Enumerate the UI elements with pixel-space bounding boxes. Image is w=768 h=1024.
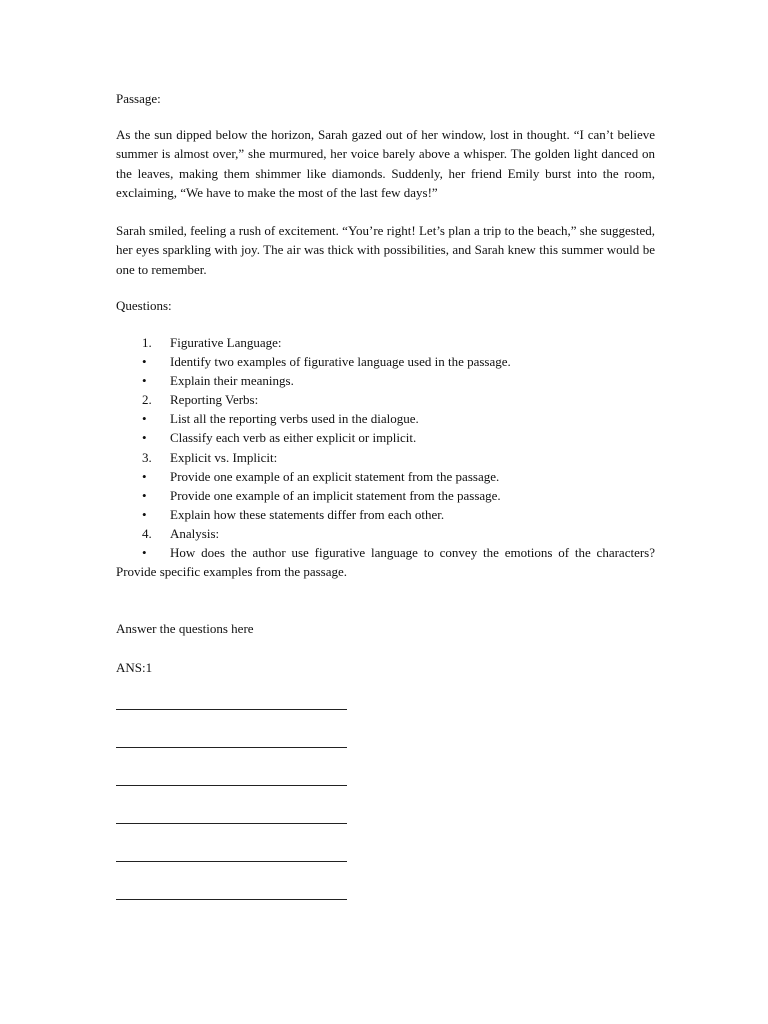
answer-line[interactable] [116,899,347,900]
answer-line[interactable] [116,785,347,786]
question-item [116,409,655,428]
bullet: • [142,545,147,561]
question-item [116,543,655,581]
questions-list [116,333,655,581]
question-text: Provide one example of an explicit statement from the passage. [170,468,500,484]
question-text: Provide one example of an implicit statement from the passage. [170,487,501,503]
question-text: Explain how these statements differ from each other. [170,506,445,522]
question-heading-2 [116,390,655,409]
question-item [116,428,655,447]
list-number: 3. [142,449,152,465]
bullet: • [142,373,147,389]
passage-paragraph-2: Sarah smiled, feeling a rush of excitement. “You’re right! Let’s plan a trip to the beach,” she suggested, her eyes sparkling with joy. The air was thick with possibilities, and Sarah knew this summer would be one to remember. [116,223,655,277]
question-item [116,352,655,371]
question-item [116,486,655,505]
passage-paragraph-1: As the sun dipped below the horizon, Sarah gazed out of her window, lost in thought. “I can’t believe summer is almost over,” she murmured, her voice barely above a whisper. The golden light danced on the leaves, making them shimmer like diamonds. Suddenly, her friend Emily burst into the room, exclaiming, “We have to make the most of the last few days!” [116,127,655,200]
question-text: Explicit vs. Implicit: [170,449,278,465]
question-item [116,467,655,486]
answer-line[interactable] [116,823,347,824]
bullet: • [142,468,147,484]
question-text: Identify two examples of figurative language used in the passage. [170,354,511,370]
question-text: Reporting Verbs: [170,392,259,408]
answer-heading: Answer the questions here [116,621,254,636]
bullet: • [142,354,147,370]
questions-label: Questions: [116,298,172,313]
question-text: Classify each verb as either explicit or implicit. [170,430,417,446]
question-heading-3 [116,448,655,467]
list-number: 1. [142,335,152,350]
bullet: • [142,487,147,503]
question-text: Explain their meanings. [170,373,294,389]
list-number: 2. [142,392,152,408]
answer-line[interactable] [116,747,347,748]
answer-line[interactable] [116,709,347,710]
list-number: 4. [142,525,152,541]
question-text: Analysis: [170,525,220,541]
bullet: • [142,506,147,522]
question-item [116,371,655,390]
question-heading-4 [116,524,655,543]
question-item [116,505,655,524]
bullet: • [142,411,147,427]
answer-label: ANS:1 [116,660,153,675]
passage-label: Passage: [116,91,161,106]
bullet: • [142,430,147,446]
question-text: List all the reporting verbs used in the dialogue. [170,411,419,427]
answer-line[interactable] [116,861,347,862]
question-heading-1 [116,333,655,352]
question-text: Figurative Language: [170,335,282,350]
question-text: How does the author use figurative language to convey the emotions of the characters? Provide specific examples from the passage. [116,545,655,580]
